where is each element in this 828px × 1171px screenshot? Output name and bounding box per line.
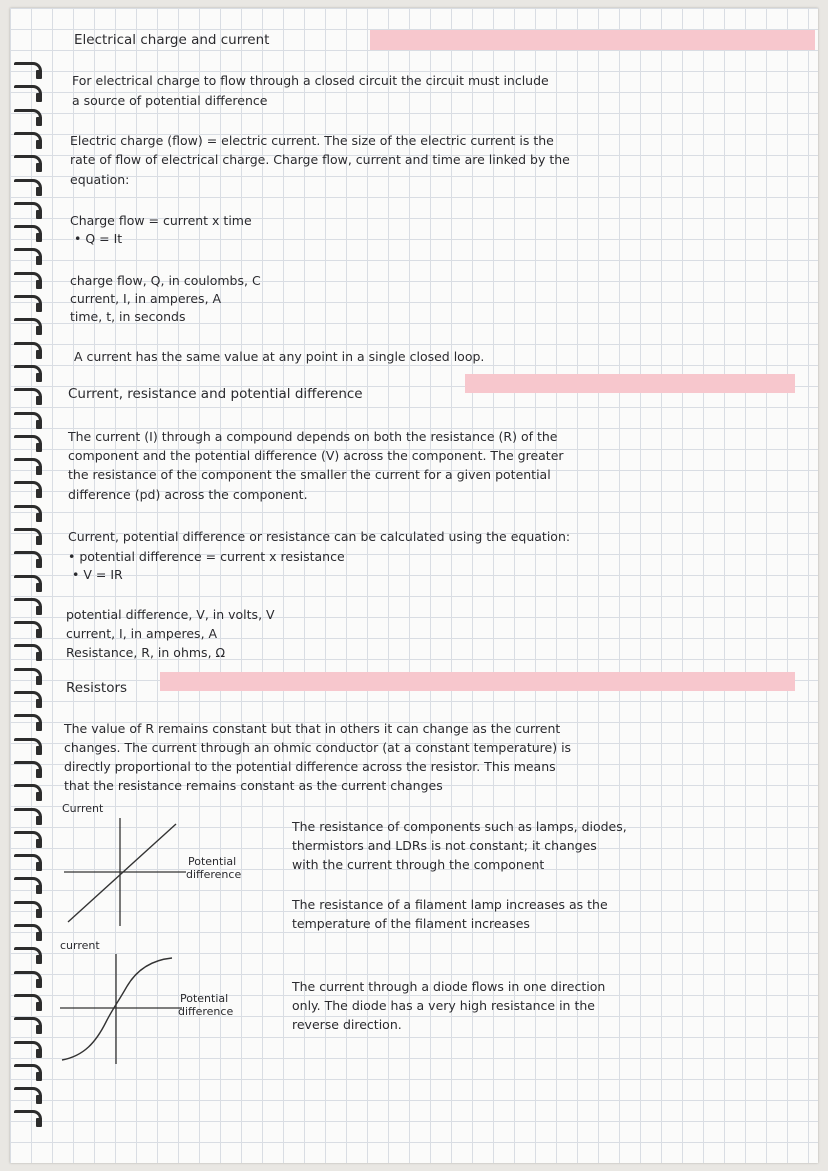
diode-note-line-3: reverse direction. [292,1017,402,1032]
spiral-ring [14,248,42,264]
definition-line-3: equation: [70,172,130,187]
intro-line-2: a source of potential difference [72,93,268,108]
components-note-line-1: The resistance of components such as lamps, diodes, [292,819,627,834]
spiral-ring [14,179,42,195]
diode-note-line-1: The current through a diode flows in one direction [292,979,606,994]
spiral-ring [14,295,42,311]
ohmic-graph-line [68,824,176,922]
diode-graph [56,950,186,1068]
spiral-ring [14,155,42,171]
spiral-ring [14,85,42,101]
spiral-ring [14,901,42,917]
spiral-ring [14,365,42,381]
resistors-paragraph-line-2: changes. The current through an ohmic conductor (at a constant temperature) is [64,740,572,755]
filament-note-line-1: The resistance of a filament lamp increases as the [292,897,608,912]
pd-equation-words: • potential difference = current x resistance [68,549,345,564]
unit-time: time, t, in seconds [70,309,186,324]
unit-resistance: Resistance, R, in ohms, Ω [66,645,226,660]
components-note-line-3: with the current through the component [292,857,545,872]
graph2-y-label: current [60,939,100,952]
pd-equation-intro: Current, potential difference or resistance can be calculated using the equation: [68,529,571,544]
section-heading-resistors: Resistors [66,680,128,696]
resistance-paragraph-line-3: the resistance of the component the smaller the current for a given potential [68,467,551,482]
spiral-ring [14,132,42,148]
spiral-ring [14,342,42,358]
spiral-ring [14,272,42,288]
spiral-ring [14,1017,42,1033]
charge-equation-words: Charge flow = current x time [70,213,252,228]
spiral-ring [14,62,42,78]
definition-line-1: Electric charge (flow) = electric current. The size of the electric current is the [70,133,554,148]
resistors-paragraph-line-4: that the resistance remains constant as the current changes [64,778,443,793]
resistors-paragraph-line-1: The value of R remains constant but that in others it can change as the current [64,721,561,736]
unit-current-2: current, I, in amperes, A [66,626,218,641]
graph1-x-label-2: difference [186,868,242,881]
spiral-ring [14,575,42,591]
spiral-ring [14,225,42,241]
spiral-ring [14,947,42,963]
unit-current: current, I, in amperes, A [70,291,222,306]
spiral-ring [14,877,42,893]
spiral-ring [14,458,42,474]
definition-line-2: rate of flow of electrical charge. Charge flow, current and time are linked by the [70,152,570,167]
heading-highlight-3 [160,672,795,691]
spiral-ring [14,738,42,754]
resistance-paragraph-line-2: component and the potential difference (V) across the component. The greater [68,448,564,463]
diode-note-line-2: only. The diode has a very high resistance in the [292,998,595,1013]
components-note-line-2: thermistors and LDRs is not constant; it changes [292,838,597,853]
graph2-x-label-1: Potential [180,992,229,1005]
spiral-ring [14,528,42,544]
spiral-ring [14,505,42,521]
heading-highlight-2 [465,374,795,393]
spiral-ring [14,435,42,451]
resistance-paragraph-line-1: The current (I) through a compound depends on both the resistance (R) of the [68,429,558,444]
spiral-ring [14,994,42,1010]
intro-line-1: For electrical charge to flow through a closed circuit the circuit must include [72,73,549,88]
spiral-ring [14,1110,42,1126]
spiral-ring [14,109,42,125]
spiral-ring [14,1087,42,1103]
graph1-x-label-1: Potential [188,855,237,868]
spiral-ring [14,831,42,847]
unit-potential-difference: potential difference, V, in volts, V [66,607,275,622]
graph2-x-label-2: difference [178,1005,234,1018]
notebook-page [10,8,818,1163]
spiral-ring [14,714,42,730]
spiral-ring [14,808,42,824]
section-heading-charge-current: Electrical charge and current [74,32,270,48]
spiral-ring [14,971,42,987]
spiral-ring [14,481,42,497]
unit-charge: charge flow, Q, in coulombs, C [70,273,261,288]
spiral-ring [14,202,42,218]
spiral-ring [14,318,42,334]
spiral-ring [14,644,42,660]
section-heading-resistance: Current, resistance and potential difference [68,386,363,402]
heading-highlight-1 [370,30,815,50]
spiral-ring [14,1041,42,1057]
pd-equation-symbols: • V = IR [72,567,123,582]
resistance-paragraph-line-4: difference (pd) across the component. [68,487,308,502]
spiral-ring [14,621,42,637]
spiral-ring [14,1064,42,1080]
spiral-ring [14,412,42,428]
spiral-ring [14,388,42,404]
spiral-ring [14,854,42,870]
resistors-paragraph-line-3: directly proportional to the potential difference across the resistor. This means [64,759,556,774]
spiral-ring [14,924,42,940]
spiral-ring [14,668,42,684]
charge-equation-symbols: • Q = It [74,231,123,246]
spiral-ring [14,551,42,567]
spiral-ring [14,784,42,800]
filament-note-line-2: temperature of the filament increases [292,916,530,931]
ohmic-graph [60,814,190,930]
spiral-ring [14,691,42,707]
diode-graph-curve [62,958,172,1060]
spiral-ring [14,761,42,777]
closed-loop-note: A current has the same value at any point in a single closed loop. [74,349,485,364]
spiral-ring [14,598,42,614]
graph1-y-label: Current [62,802,104,815]
